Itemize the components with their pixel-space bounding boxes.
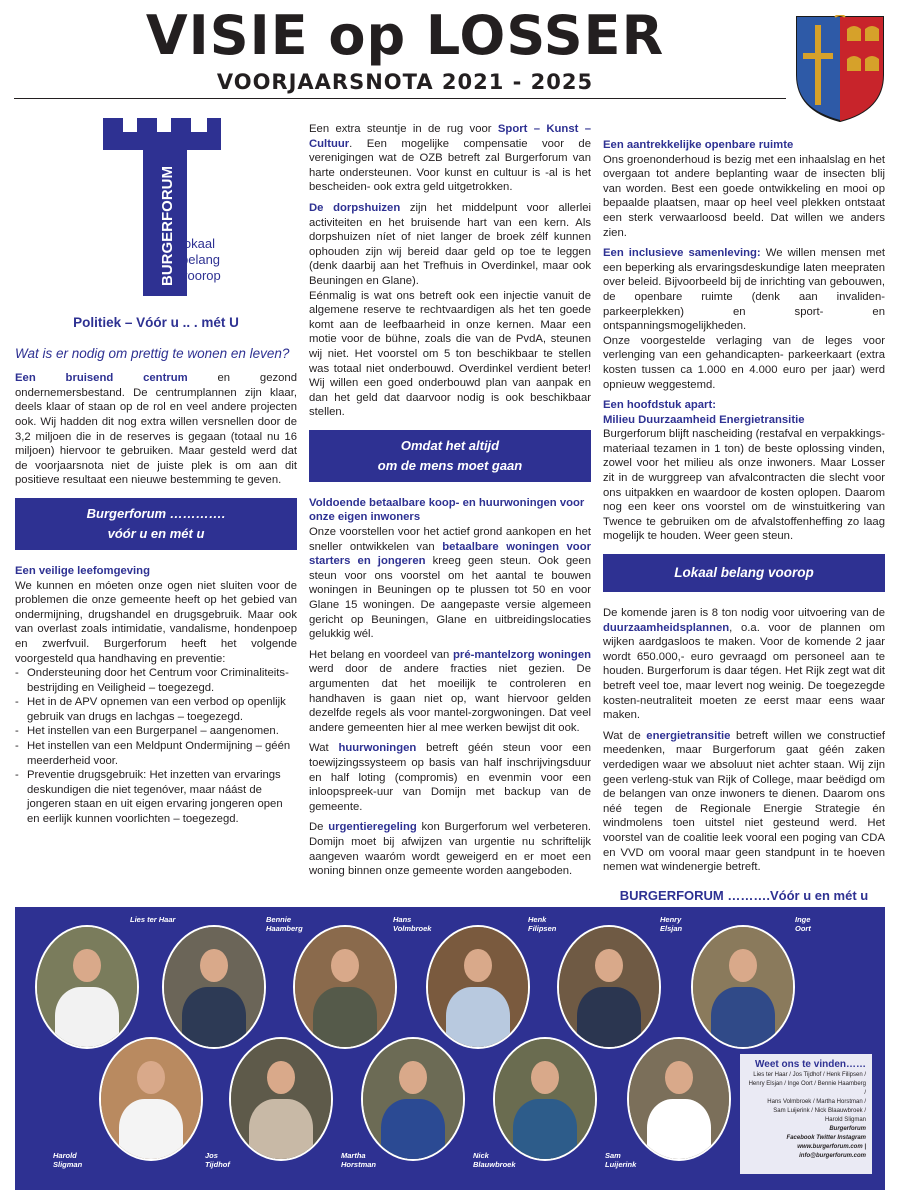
intro-question: Wat is er nodig om prettig te wonen en leven?	[15, 345, 290, 361]
contact-email[interactable]: info@burgerforum.com	[799, 1153, 866, 1159]
member-name	[605, 1151, 636, 1169]
woning-paragraph	[309, 525, 591, 642]
member-name	[795, 915, 811, 933]
page-subtitle: VOORJAARSNOTA 2021 - 2025	[216, 70, 594, 94]
name-line: Bennie	[266, 915, 292, 924]
highlight-box-vooru	[15, 498, 297, 550]
list-item: - Ondersteuning door het Centrum voor Criminaliteits-bestrijding en Veiligheid – toegezegd.	[15, 666, 297, 695]
veilig-heading: Een veilige leefomgeving	[15, 564, 150, 577]
centrum-paragraph	[15, 371, 297, 488]
name-line: Volmbroek	[393, 924, 432, 933]
urgent-post: kon Burgerforum wel verbeteren. Domijn moet bij afwijzen van urgentie nu schriftelijk aangeven waaróm wordt geweigerd en er moet een woning binnen onze gemeente worden aangeboden.	[309, 821, 591, 878]
losser-coat-of-arms-icon	[795, 15, 885, 123]
member-name	[53, 1151, 82, 1169]
tagline: Politiek – Vóór u .. . mét U	[73, 315, 239, 330]
mantel-label: pré-mantelzorg woningen	[453, 648, 592, 661]
name-line: Harold	[53, 1151, 77, 1160]
member-photo	[557, 925, 661, 1049]
centrum-label: Een bruisend centrum	[15, 372, 188, 385]
member-name	[528, 915, 556, 933]
milieu-heading: Een hoofdstuk apart:	[603, 399, 716, 412]
logo-wordmark: BURGERFORUM	[159, 166, 176, 286]
name-line: Henk	[528, 915, 547, 924]
burgerforum-logo	[15, 118, 297, 306]
contact-names: Hans Volmbroek / Martha Horstman /	[767, 1099, 866, 1105]
huur-pre: Wat	[309, 742, 339, 755]
highlight-box-lokaal: Lokaal belang voorop	[603, 554, 885, 592]
sport-post: . Een mogelijke compensatie voor de verenigingen wat de OZB betreft zal Burgerforum van harte ondersteunen. Voor kunst en cultuur is -al is het bescheiden- ook extra geld uitgetrokken.	[309, 137, 591, 194]
header-divider	[14, 98, 786, 99]
name-line: Sligman	[53, 1160, 83, 1169]
name-line: Elsjan	[660, 924, 683, 933]
dorps-paragraph	[309, 201, 591, 289]
openbaar-text: Ons groenonderhoud is bezig met een inhaalslag en het overgaan tot andere beplanting waar de insecten blij van worden. Best een goede ontwikkeling en mooi op bepaalde plaatsen, maar op heel veel plekken ontstaat een sterk verwaarloosd beeld. Dat willen we anders zien.	[603, 153, 885, 239]
contact-website[interactable]: www.burgerforum.com |	[797, 1144, 866, 1150]
box-line: Burgerforum ………….	[86, 505, 226, 521]
name-line: Tijdhof	[205, 1160, 230, 1169]
duurzaam-pre: De komende jaren is 8 ton nodig voor uitvoering van de	[603, 607, 885, 620]
name-line: Oort	[795, 924, 811, 933]
woning-heading: Voldoende betaalbare koop- en huurwoningen voor onze eigen inwoners	[309, 496, 585, 524]
member-name	[393, 915, 431, 933]
duurzaam-paragraph	[603, 606, 885, 723]
milieu-subheading: Milieu Duurzaamheid Energietransitie	[603, 413, 805, 426]
page-title: VISIE op LOSSER	[145, 4, 665, 67]
member-photo	[229, 1037, 333, 1161]
measures-list	[15, 666, 297, 827]
contact-title: Weet ons te vinden……	[755, 1059, 866, 1070]
veilig-text: We kunnen en móeten onze ogen niet sluiten voor de problemen die onze gemeente heeft op het gebied van ondermijning, drugshandel en drugsgebruik. Maar ook van overlast zoals intimidatie, vandalisme, hondenpoep en zwerfvuil. Burgerforum heeft het volgende voorgesteld qua handhaving en preventie:	[15, 579, 297, 665]
member-name	[130, 915, 175, 924]
woning-pre: Onze voorstellen voor het actief grond aankopen en het sneller ontwikkelen van	[309, 526, 591, 553]
member-photo	[162, 925, 266, 1049]
team-panel	[15, 907, 885, 1190]
member-photo	[293, 925, 397, 1049]
closing-slogan: BURGERFORUM ……….Vóór u en mét u	[619, 887, 869, 903]
urgent-label: urgentieregeling	[328, 821, 417, 834]
name-line: Nick	[473, 1151, 489, 1160]
woning-label: betaalbare woningen voor starters en jongeren	[309, 540, 591, 568]
box-line: Omdat het altijd	[400, 437, 500, 453]
member-photo	[627, 1037, 731, 1161]
name-line: Hans	[393, 915, 412, 924]
centrum-text: en gezond ondernemersbestand. De centrumplannen zijn klaar, deels klaar of staan op de rol en veel andere projecten ook. Wij hadden dit nog extra willen versnellen door de 3,2 miljoen die in de reserves is gegaan (totaal nu 16 miljoen) hiervoor te gebruiken. Maar gesteld werd dat de voorjaarsnota niet de juiste plek is om aan dit positieve resultaat een nieuwe bestemming te geven.	[15, 372, 297, 487]
member-photo	[426, 925, 530, 1049]
list-item: - Het in de APV opnemen van een verbod op openlijk gebruik van drugs en lachgas – toegezegd.	[15, 695, 297, 724]
member-photo	[99, 1037, 203, 1161]
member-name	[266, 915, 303, 933]
duurzaam-label: duurzaamheidsplannen	[603, 621, 730, 634]
name-line: Haamberg	[266, 924, 303, 933]
column-right	[603, 138, 885, 903]
urgent-paragraph	[309, 820, 591, 878]
energie-label: energietransitie	[646, 729, 731, 742]
highlight-box-mens	[309, 430, 591, 482]
mantel-pre: Het belang en voordeel van	[309, 648, 454, 661]
energie-pre: Wat de	[603, 729, 647, 742]
milieu-text: Burgerforum blijft nascheiding (restafval en verpakkings-materiaal tezamen in 1 ton) de beste oplossing vinden, zowel voor het milieu als onze inwoners. Maar Losser zit in de wurggreep van afvalcontracten die slecht voor ons uitpakken en waardoor de kosten oplopen. Daarom nog een keer ons voorstel om de winstuitkering van Twence te gebruiken om de afvalstoffenheffing zo laag mogelijk te houden. Weer geen steun.	[603, 428, 885, 543]
logo-slogan	[181, 236, 221, 284]
member-name	[473, 1151, 516, 1169]
dorps-label: De dorpshuizen	[309, 201, 401, 214]
name-line: Luijerink	[605, 1160, 637, 1169]
huur-paragraph	[309, 741, 591, 814]
huur-post: betreft géén steun voor een toewijzingssysteem op basis van half inschrijvingsduur en half loting (compromis) en evenmin voor een inloopspreek-uur van Domijn met backup van de gemeente.	[309, 742, 591, 813]
urgent-pre: De	[309, 821, 329, 834]
member-photo	[691, 925, 795, 1049]
sport-label: Sport – Kunst – Cultuur	[309, 123, 591, 150]
slogan-line: voorop	[181, 268, 221, 283]
inclusief-text: We willen mensen met een beperking als ervaringsdeskundige laten meepraten over beleid. Bijvoorbeeld bij de inrichting van gebouwen, de openbare ruimte (denk aan invaliden-parkeerplekken) en sport- en ontspanningsmogelijkheden.	[603, 247, 886, 333]
member-name	[660, 915, 682, 933]
inclusief-paragraph	[603, 246, 885, 334]
box-line: vóór u en mét u	[107, 525, 205, 541]
name-line: Lies ter Haar	[130, 915, 176, 924]
contact-names: Harold Sligman	[824, 1117, 866, 1123]
contact-names: Lies ter Haar / Jos Tijdhof / Henk Filipsen /	[753, 1072, 866, 1078]
column-left	[15, 118, 297, 827]
dorps-paragraph-2: Eénmalig is wat ons betreft ook een injectie vanuit de algemene reserve te rechtvaardigen als het ten goede komt aan de leefbaarheid in onze kernen. Maar een motie voor de bühne, zoals die van de PvdA, steunen wij niet. Het voorstel om 5 ton beschikbaar te stellen was totaal niet onderbouwd. Overdinkel verdient beter! Wij willen een goed onderbouwd plan van aanpak en dan het geld dat daarvoor nodig is ook beschikbaar stellen.	[309, 289, 591, 419]
huur-label: huurwoningen	[338, 742, 417, 755]
sport-paragraph	[309, 122, 591, 195]
member-name	[341, 1151, 376, 1169]
contact-box	[740, 1054, 872, 1174]
energie-paragraph	[603, 729, 885, 875]
slogan-line: belang	[181, 252, 221, 267]
woning-post: kreeg geen steun. Ook geen steun voor ons voorstel om het aantal te bouwen woningen in Beuningen op te plussen tot 50 en voor Glane 15 woningen. De aangepaste versie algemeen gericht op Beuningen, Glane en uitbreidingslocaties gelukkig wél.	[309, 555, 591, 641]
name-line: Henry	[660, 915, 682, 924]
column-middle	[309, 122, 591, 885]
list-item: - Preventie drugsgebruik: Het inzetten van ervarings deskundigen die niet tegenóver, maar náást de jongeren staan en uit eigen ervaring jongeren open en eerlijk kunnen voorlichten – toegezegd.	[15, 768, 297, 826]
mantel-post: werd door de andere fracties niet gezien. De argumenten dat het moeilijk te controleren en handhaven is gaan niet op, want hiervoor gelden dezelfde regels als voor mantel-zorgwoningen. Dat veel andere gemeenten hier al mee werken bewijst dit ook.	[309, 663, 591, 734]
name-line: Jos	[205, 1151, 218, 1160]
slogan-line: lokaal	[181, 236, 215, 251]
name-line: Blauwbroek	[473, 1160, 516, 1169]
contact-social: Facebook Twitter Instagram	[786, 1135, 866, 1141]
member-photo	[493, 1037, 597, 1161]
member-name	[205, 1151, 230, 1169]
mantel-paragraph	[309, 648, 591, 736]
list-item: - Het instellen van een Meldpunt Ondermijning – géén meerderheid voor.	[15, 739, 297, 768]
contact-org: Burgerforum	[829, 1126, 866, 1132]
box-line: om de mens moet gaan	[377, 457, 523, 473]
sport-pre: Een extra steuntje in de rug voor	[309, 123, 498, 135]
name-line: Martha	[341, 1151, 366, 1160]
contact-names: Sam Luijerink / Nick Blaauwbroek /	[773, 1108, 866, 1114]
name-line: Inge	[795, 915, 811, 924]
inclusief-paragraph-2: Onze voorgestelde verlaging van de leges voor verlenging van een gehandicapten- parkeerkaart (extra kosten tussen ca 1.000 en 4.000 euro per jaar) werd opnieuw weggestemd.	[603, 334, 885, 391]
dorps-text: zijn het middelpunt voor allerlei activiteiten en het bruisende hart van een kern. Als dorpshuizen níet of niet langer de broek zélf kunnen ophouden zijn wij bereid daar geld op toe te leggen (denk daarbij aan het Trefhuis in Overdinkel, maar ook Beuningen en Glane).	[309, 201, 592, 287]
energie-post: betreft willen we constructief meedenken, maar Burgerforum gaat géén zaken verdedigen waar we absoluut niet achter staan. Wij zijn geen verleng-stuk van Rijk of College, maar beëdigd om de belangen van onze inwoners te dienen. Daarom ons néé tegen de Regionale Energie Strategie én windmolens toen uitstel niet gesteund werd. Het voorstel van de coalitie leek vooral een poging van CDA en VVD om vooral maar geen standpunt in te hoeven nemen wat windenergie betreft.	[603, 729, 885, 874]
masthead	[0, 0, 900, 100]
name-line: Sam	[605, 1151, 621, 1160]
contact-names: Henry Elsjan / Inge Oort / Bennie Haamberg /	[748, 1081, 866, 1096]
inclusief-label: Een inclusieve samenleving:	[603, 247, 761, 260]
list-item: - Het instellen van een Burgerpanel – aangenomen.	[15, 724, 297, 739]
member-photo	[35, 925, 139, 1049]
duurzaam-post: , o.a. voor de plannen om wijken aardgasloos te maken. Voor de komende 2 jaar wordt 650.000,- euro gevraagd om personeel aan te houden. Burgerforum is daar tégen. Het Rijk zegt wat dit betreft veel toe, maar levert nog weinig. De toegezegde kosten-neutraliteit moeten ze eerst maar eens waar maken.	[603, 621, 885, 722]
name-line: Filipsen	[528, 924, 557, 933]
name-line: Horstman	[341, 1160, 377, 1169]
member-photo	[361, 1037, 465, 1161]
openbaar-heading: Een aantrekkelijke openbare ruimte	[603, 139, 794, 151]
